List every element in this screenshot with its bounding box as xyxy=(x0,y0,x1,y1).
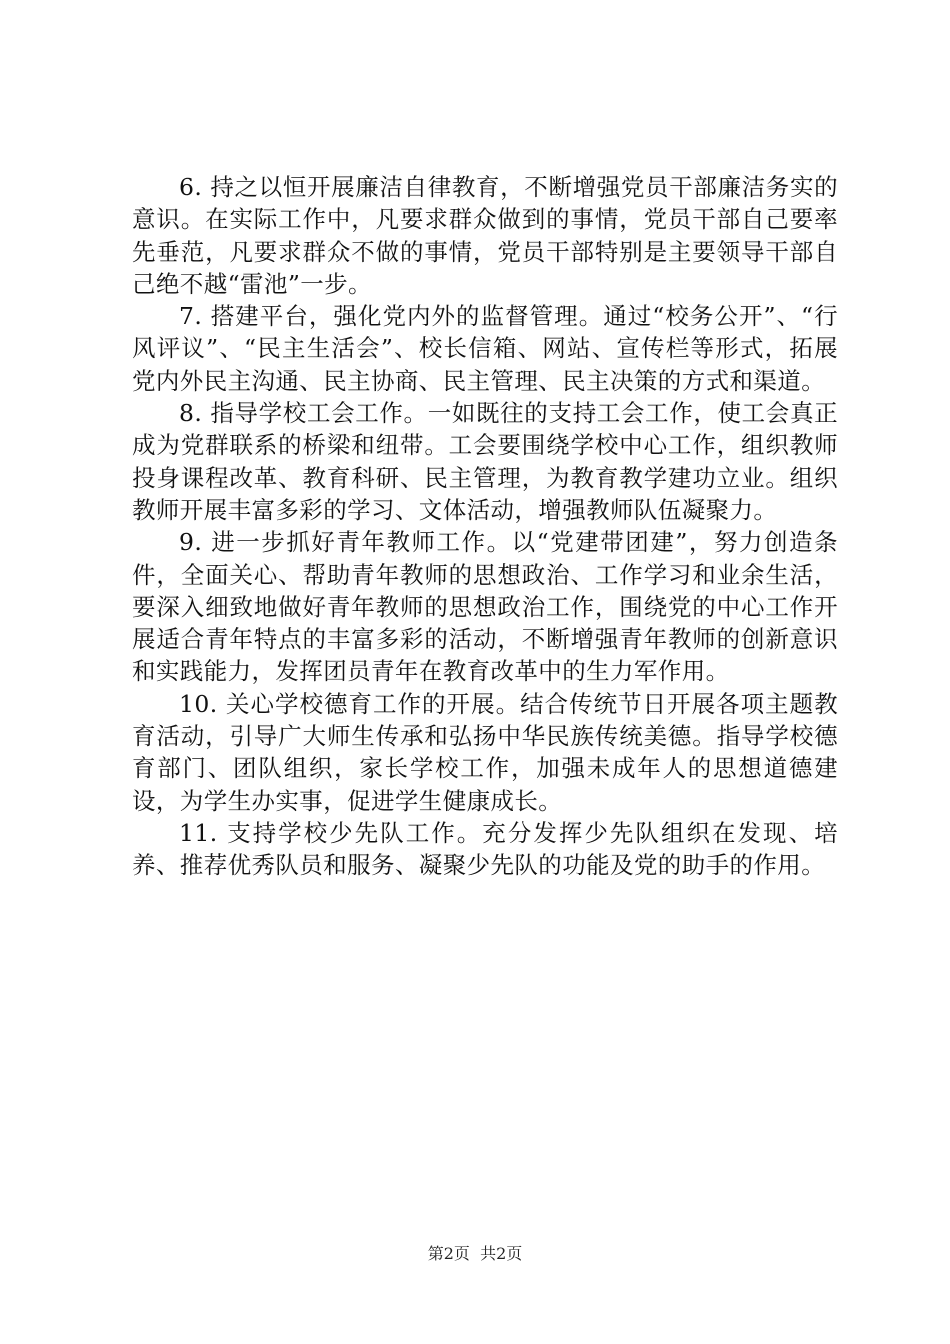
paragraph-8: 8. 指导学校工会工作。一如既往的支持工会工作，使工会真正成为党群联系的桥梁和纽带。工会要围绕学校中心工作，组织教师投身课程改革、教育科研、民主管理，为教育教学建功立业。组织教师开展丰富多彩的学习、文体活动，增强教师队伍凝聚力。 xyxy=(132,399,838,524)
page-footer xyxy=(0,1243,950,1265)
page-number: 第2页 xyxy=(427,1244,470,1263)
paragraph-6: 6. 持之以恒开展廉洁自律教育，不断增强党员干部廉洁务实的意识。在实际工作中，凡要求群众做到的事情，党员干部自己要率先垂范，凡要求群众不做的事情，党员干部特别是主要领导干部自己绝不越“雷池”一步。 xyxy=(132,173,838,298)
paragraph-10: 10. 关心学校德育工作的开展。结合传统节日开展各项主题教育活动，引导广大师生传承和弘扬中华民族传统美德。指导学校德育部门、团队组织，家长学校工作，加强未成年人的思想道德建设，为学生办实事，促进学生健康成长。 xyxy=(132,689,838,815)
document-body xyxy=(132,171,838,882)
page-total: 共2页 xyxy=(480,1244,523,1263)
paragraph-7: 7. 搭建平台，强化党内外的监督管理。通过“校务公开”、“行风评议”、“民主生活会”、校长信箱、网站、宣传栏等形式，拓展党内外民主沟通、民主协商、民主管理、民主决策的方式和渠道。 xyxy=(132,302,838,395)
paragraph-11: 11. 支持学校少先队工作。充分发挥少先队组织在发现、培养、推荐优秀队员和服务、凝聚少先队的功能及党的助手的作用。 xyxy=(132,818,838,880)
paragraph-9: 9. 进一步抓好青年教师工作。以“党建带团建”，努力创造条件，全面关心、帮助青年教师的思想政治、工作学习和业余生活，要深入细致地做好青年教师的思想政治工作，围绕党的中心工作开展适合青年特点的丰富多彩的活动，不断增强青年教师的创新意识和实践能力，发挥团员青年在教育改革中的生力军作用。 xyxy=(132,528,838,686)
